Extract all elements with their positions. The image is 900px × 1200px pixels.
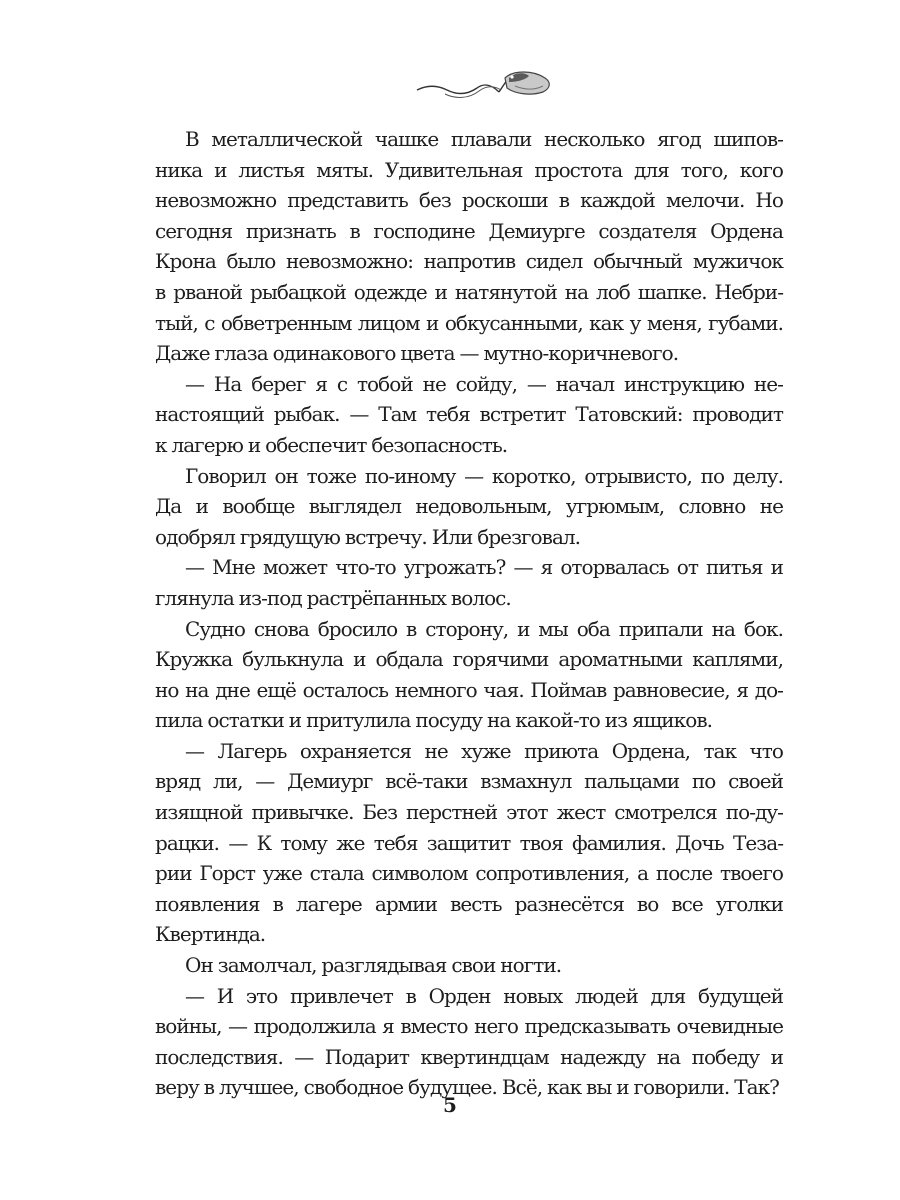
text-line: Он замолчал, разглядывая свои ногти. — [185, 953, 562, 978]
text-line: Квертинда. — [155, 922, 266, 947]
text-line: Кружка булькнула и обдала горячими ароматными каплями, — [155, 647, 783, 672]
text-line: Даже глаза одинакового цвета — мутно-коричневого. — [155, 341, 679, 366]
text-line: В металлической чашке плавали несколько ягод шипов- — [185, 127, 783, 151]
text-line: вряд ли, — Демиург всё-таки взмахнул пальцами по своей — [155, 769, 783, 794]
text-line: — Мне может что-то угрожать? — я оторвалась от питья и — [185, 555, 783, 580]
text-line: настоящий рыбак. — Там тебя встретит Татовский: проводит — [155, 402, 783, 427]
text-line: пила остатки и притулила посуду на какой-то из ящиков. — [155, 708, 713, 733]
text-line: в рваной рыбацкой одежде и натянутой на лоб шапке. Небри- — [155, 279, 783, 304]
text-line: Да и вообще выглядел недовольным, угрюмым, словно не — [155, 494, 783, 519]
text-line: одобрял грядущую встречу. Или брезговал. — [155, 524, 581, 549]
fishing-lure-icon — [415, 64, 555, 104]
paragraph — [155, 552, 783, 613]
text-line: сегодня признать в господине Демиурге создателя Ордена — [155, 218, 783, 243]
text-line: веру в лучшее, свободное будущее. Всё, как вы и говорили. Так? — [155, 1075, 779, 1100]
text-line: войны, — продолжила я вместо него предсказывать очевидные — [155, 1014, 783, 1039]
text-line: тый, с обветренным лицом и обкусанными, как у меня, губами. — [155, 310, 783, 335]
text-line: — На берег я с тобой не сойду, — начал инструкцию не- — [185, 371, 783, 396]
page-body-text — [155, 124, 783, 1103]
text-line: к лагерю и обеспечит безопасность. — [155, 432, 508, 457]
page-number: 5 — [443, 1093, 457, 1117]
text-line: изящной привычке. Без перстней этот жест смотрелся по-ду- — [155, 800, 783, 825]
text-line: невозможно представить без роскоши в каждой мелочи. Но — [155, 188, 783, 213]
text-line: глянула из-под растрёпанных волос. — [155, 585, 511, 610]
paragraph — [155, 461, 783, 553]
text-line: появления в лагере армии весть разнесётся во все уголки — [155, 891, 783, 916]
paragraph — [155, 736, 783, 950]
text-line: рацки. — К тому же тебя защитит твоя фамилия. Дочь Теза- — [155, 830, 783, 855]
paragraph — [155, 950, 783, 981]
text-line: — Лагерь охраняется не хуже приюта Ордена, так что — [185, 738, 783, 763]
paragraph — [155, 614, 783, 736]
text-line: Судно снова бросило в сторону, и мы оба припали на бок. — [185, 616, 783, 641]
paragraph — [155, 981, 783, 1103]
text-line: Говорил он тоже по-иному — коротко, отрывисто, по делу. — [185, 463, 783, 488]
text-line: ника и листья мяты. Удивительная простота для того, кого — [155, 157, 783, 182]
text-line: но на дне ещё осталось немного чая. Поймав равновесие, я до- — [155, 677, 783, 702]
paragraph — [155, 124, 783, 369]
text-line: Крона было невозможно: напротив сидел обычный мужичок — [155, 249, 783, 274]
paragraph — [155, 369, 783, 461]
text-line: — И это привлечет в Орден новых людей для будущей — [185, 983, 783, 1008]
text-line: последствия. — Подарит квертиндцам надежду на победу и — [155, 1044, 783, 1069]
text-line: рии Горст уже стала символом сопротивления, а после твоего — [155, 861, 783, 886]
